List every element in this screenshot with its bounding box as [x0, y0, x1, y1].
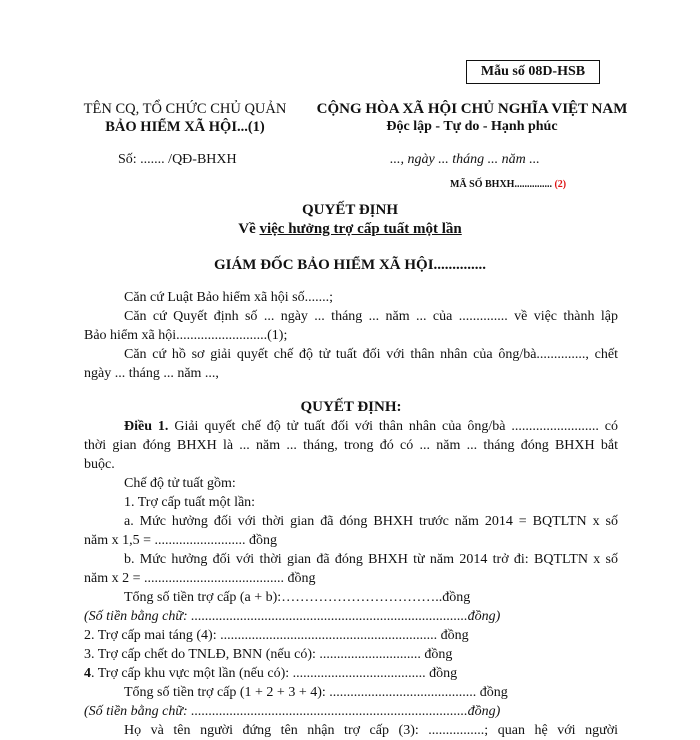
- subtitle-subject: việc hưởng trợ cấp tuất một lần: [259, 221, 462, 237]
- preamble-dossier-cont: ngày ... tháng ... năm ...,: [84, 366, 219, 381]
- director-heading: GIÁM ĐỐC BẢO HIỂM XÃ HỘI..............: [213, 257, 487, 273]
- benefit-b-line-1: b. Mức hưởng đối với thời gian đã đóng BHXH từ năm 2014 trở đi: BQTLTN x số: [124, 552, 618, 567]
- article-1-line-2: thời gian đóng BHXH là ... năm ... tháng, trong đó có ... năm ... tháng đóng BHXH bắt: [84, 438, 618, 453]
- agency-parent: TÊN CQ, TỔ CHỨC CHỦ QUẢN: [83, 101, 287, 117]
- benefit-item-2: 2. Trợ cấp mai táng (4): .............................................................. đồng: [84, 628, 469, 643]
- benefit-a-line-2: năm x 1,5 = .......................... đồng: [84, 533, 277, 548]
- preamble-law: Căn cứ Luật Bảo hiểm xã hội số.......;: [124, 290, 333, 305]
- preamble-dossier: Căn cứ hồ sơ giải quyết chế độ tử tuất đối với thân nhân của ông/bà.............., chết: [124, 347, 618, 362]
- benefit-item-4-text: . Trợ cấp khu vực một lần (nếu có): ...................................... đồng: [91, 666, 458, 681]
- national-header: [312, 100, 632, 136]
- decision-heading: QUYẾT ĐỊNH:: [300, 399, 402, 415]
- social-insurance-id: [450, 179, 566, 190]
- benefit-item-3: 3. Trợ cấp chết do TNLĐ, BNN (nếu có): ............................. đồng: [84, 647, 453, 662]
- article-1-label: Điều 1.: [124, 419, 169, 434]
- subtitle-prefix: Về: [238, 221, 260, 237]
- benefit-a-line-1: a. Mức hưởng đối với thời gian đã đóng BHXH trước năm 2014 = BQTLTN x số: [124, 514, 618, 529]
- article-1-line-3: buộc.: [84, 457, 115, 472]
- benefits-intro: Chế độ tử tuất gồm:: [124, 476, 236, 491]
- benefit-item-4-number: 4: [84, 666, 91, 681]
- benefit-total-all: Tổng số tiền trợ cấp (1 + 2 + 3 + 4): .......................................... đồng: [124, 685, 508, 700]
- document-body: [84, 288, 618, 740]
- place-date: ..., ngày ... tháng ... năm ...: [390, 152, 540, 167]
- country-motto: Độc lập - Tự do - Hạnh phúc: [386, 119, 558, 134]
- social-insurance-id-label: MÃ SỐ BHXH...............: [450, 179, 552, 190]
- document-number: Số: ....... /QĐ-BHXH: [118, 152, 237, 167]
- recipient-line: Họ và tên người đứng tên nhận trợ cấp (3): ................; quan hệ với người: [124, 723, 618, 738]
- benefit-item-1: 1. Trợ cấp tuất một lần:: [124, 495, 256, 510]
- benefit-words-2: (Số tiền bằng chữ: ...............................................................................đồng): [84, 704, 501, 719]
- form-code-box: Mẫu số 08D-HSB: [466, 60, 600, 84]
- benefit-total-ab: Tổng số tiền trợ cấp (a + b):……………………………..đồng: [124, 590, 471, 605]
- social-insurance-id-ref: (2): [554, 179, 567, 190]
- decision-subtitle: [0, 221, 700, 238]
- benefit-words-1: (Số tiền bằng chữ: ...............................................................................đồng): [84, 609, 501, 624]
- decision-title: QUYẾT ĐỊNH: [302, 202, 398, 218]
- benefit-item-4: [84, 664, 618, 683]
- preamble-establishment: Căn cứ Quyết định số ... ngày ... tháng ... năm ... của .............. về việc thành lập: [124, 309, 618, 324]
- article-1-text: Giải quyết chế độ tử tuất đối với thân nhân của ông/bà ......................... có: [168, 419, 619, 434]
- country-name: CỘNG HÒA XÃ HỘI CHỦ NGHĨA VIỆT NAM: [316, 101, 628, 117]
- preamble-establishment-cont: Bảo hiểm xã hội..........................(1);: [84, 328, 288, 343]
- article-1-line-1: [84, 417, 618, 436]
- benefit-b-line-2: năm x 2 = ........................................ đồng: [84, 571, 316, 586]
- agency-name: BẢO HIỂM XÃ HỘI...(1): [105, 119, 265, 135]
- agency-header: [80, 100, 290, 136]
